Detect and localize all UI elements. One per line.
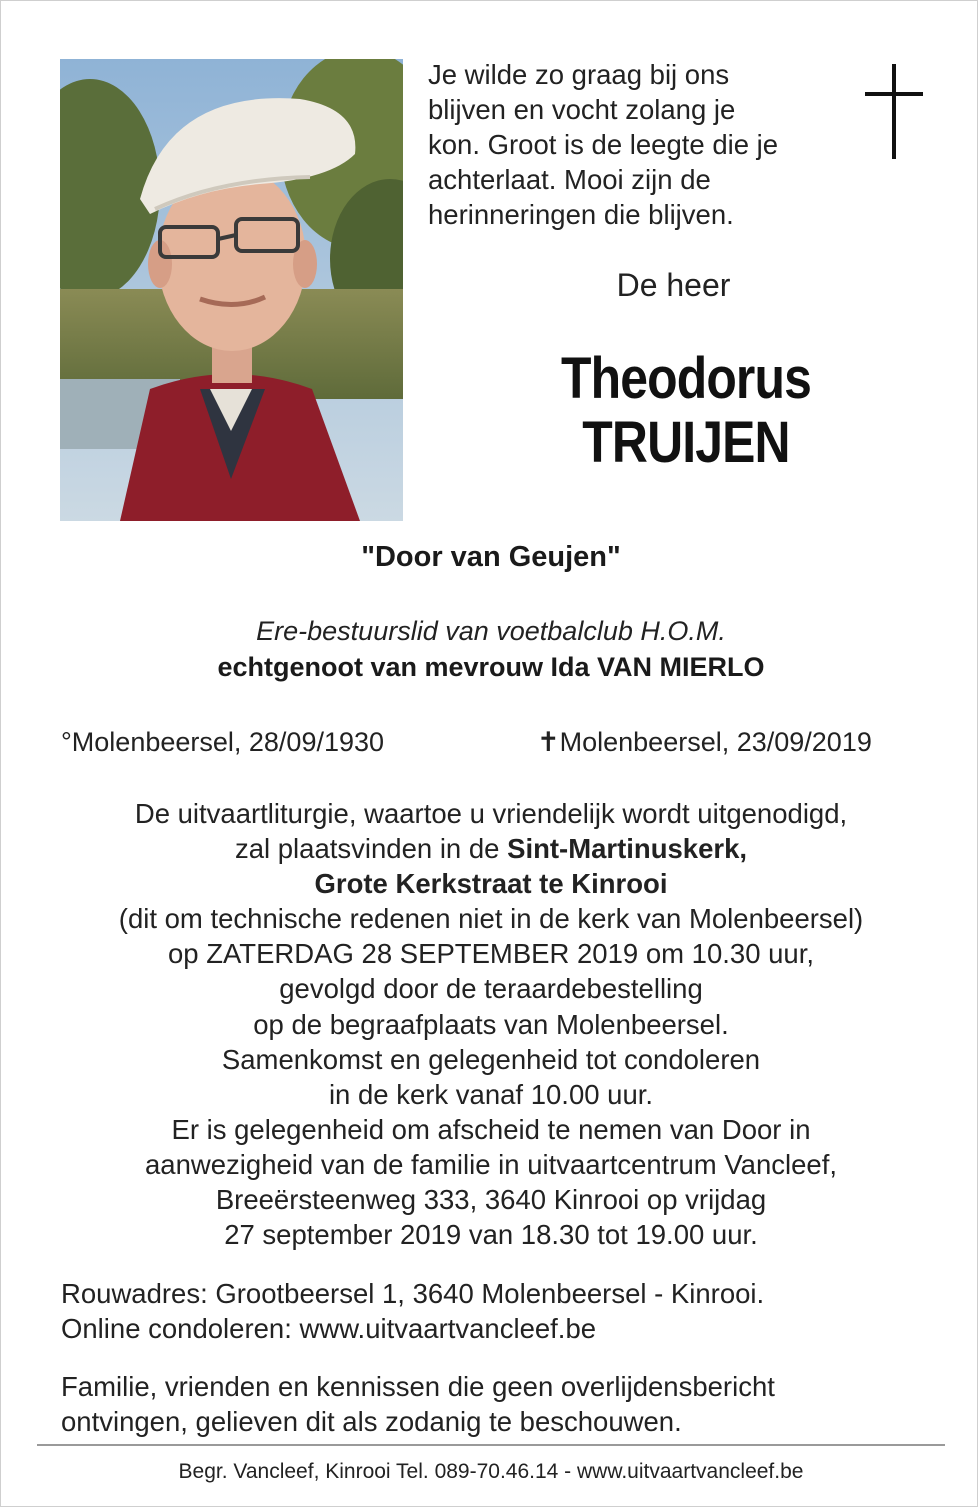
funeral-details [21,796,961,1252]
cross-icon [865,64,923,159]
ceremony-line: op de begraafplaats van Molenbeersel. [253,1008,729,1040]
club-role: Ere-bestuurslid van voetbalclub H.O.M. [256,616,726,646]
poem-line: herinneringen die blijven. [428,199,734,230]
ceremony-line: Er is gelegenheid om afscheid te nemen van Door in [171,1113,811,1145]
online-condolence-link[interactable]: Online condoleren: www.uitvaartvancleef.be [61,1313,597,1344]
ceremony-line: 27 september 2019 van 18.30 tot 19.00 uur. [224,1219,758,1251]
poem-line: achterlaat. Mooi zijn de [428,164,711,195]
spouse-line: echtgenoot van mevrouw Ida VAN MIERLO [217,652,765,682]
church-name: Sint-Martinuskerk, [507,833,748,865]
church-address: Grote Kerkstraat te Kinrooi [314,868,668,900]
undertaker-footer: Begr. Vancleef, Kinrooi Tel. 089-70.46.14 - www.uitvaartvancleef.be [178,1460,804,1483]
ceremony-line: Breeërsteenweg 333, 3640 Kinrooi op vrijdag [215,1184,767,1216]
honorific: De heer [616,267,731,303]
portrait-photo [60,59,403,521]
ceremony-line: Samenkomst en gelegenheid tot condoleren [221,1043,761,1075]
ceremony-line: aanwezigheid van de familie in uitvaartcentrum Vancleef, [145,1148,837,1180]
portrait-illustration [60,59,403,521]
family-notice-line: ontvingen, gelieven dit als zodanig te beschouwen. [61,1406,682,1437]
rouwadres: Rouwadres: Grootbeersel 1, 3640 Molenbeersel - Kinrooi. [61,1278,765,1309]
death-info: ✝Molenbeersel, 23/09/2019 [537,727,872,757]
mourning-address [61,1276,764,1346]
memorial-poem [428,57,848,232]
nickname: "Door van Geujen" [361,541,621,573]
poem-line: Je wilde zo graag bij ons [428,59,730,90]
ceremony-line [21,831,961,866]
family-notice-line: Familie, vrienden en kennissen die geen overlijdensbericht [61,1371,775,1402]
birth-info: °Molenbeersel, 28/09/1930 [61,727,385,757]
first-name: Theodorus [561,346,811,411]
poem-line: kon. Groot is de leegte die je [428,129,779,160]
deceased-name [527,347,845,475]
last-name: TRUIJEN [582,410,790,475]
ceremony-date: op ZATERDAG 28 SEPTEMBER 2019 om 10.30 uur, [167,938,815,970]
footer-divider [37,1444,945,1446]
ceremony-line: (dit om technische redenen niet in de kerk van Molenbeersel) [118,903,864,935]
family-notice [61,1369,775,1439]
ceremony-line: in de kerk vanaf 10.00 uur. [328,1078,654,1110]
ceremony-text: zal plaatsvinden in de [234,833,508,865]
ceremony-line: gevolgd door de teraardebestelling [279,973,703,1005]
poem-line: blijven en vocht zolang je [428,94,736,125]
ceremony-line: De uitvaartliturgie, waartoe u vriendelijk wordt uitgenodigd, [134,798,848,829]
